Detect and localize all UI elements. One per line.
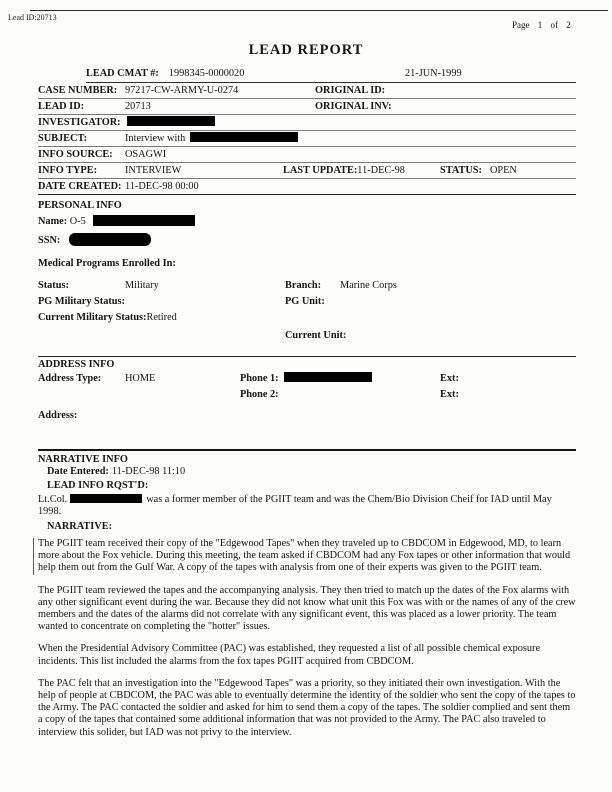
pg-unit-label: PG Unit:	[285, 296, 325, 307]
lead-id-stamp: Lead ID:20713	[8, 13, 57, 22]
address-row	[38, 409, 576, 423]
page-title: LEAD REPORT	[248, 42, 364, 58]
narrative-paragraph: When the Presidential Advisory Committee (PAC) was established, they requested a list of all possible chemical exposure incidents. This list included the alarms from the fox tapes PGIIT acquired from CBDCOM.	[38, 643, 541, 667]
address-label: Address:	[38, 410, 78, 421]
address-type-row	[38, 372, 576, 386]
investigator-label: INVESTIGATOR:	[38, 117, 121, 128]
cmat-header-row	[86, 64, 576, 83]
ssn-row	[38, 233, 576, 247]
current-unit-label: Current Unit:	[285, 330, 347, 341]
lead-intro-prefix: Lt.Col.	[38, 494, 68, 505]
pg-military-status-label: PG Military Status:	[38, 296, 125, 307]
date-entered-label: Date Entered:	[47, 466, 109, 477]
report-body	[38, 64, 576, 739]
info-type-label: INFO TYPE:	[38, 165, 98, 176]
lead-id-label: LEAD ID:	[38, 101, 85, 112]
investigator-redaction-bar	[127, 116, 215, 126]
form-row-subject	[38, 131, 576, 147]
top-scan-line	[30, 10, 608, 11]
address-type-value: HOME	[125, 373, 156, 384]
last-update-value: 11-DEC-98	[357, 165, 405, 176]
cmat-label: LEAD CMAT #:	[86, 68, 159, 79]
status-branch-row	[38, 279, 576, 292]
form-row-info-type	[38, 163, 576, 179]
address-info-section	[38, 359, 576, 423]
current-military-status-label: Current Military Status:	[38, 312, 147, 323]
personal-info-title: PERSONAL INFO	[38, 200, 122, 211]
phone1-label: Phone 1:	[240, 373, 279, 384]
form-row-info-source	[38, 147, 576, 163]
form-row-case-number	[38, 83, 576, 99]
narrative-paragraph: The PGIIT team received their copy of the "Edgewood Tapes" when they traveled up to CBDCOM in Edgewood, MD, to learn more about the Fox vehicle. During this meeting, the team asked if CBDCOM had any Fox tapes or other information that would help them out from the Gulf War. A copy of the tapes with analysis from one of their experts was given to the PGIIT team.	[33, 538, 576, 575]
address-info-title: ADDRESS INFO	[38, 359, 115, 370]
last-update-label: LAST UPDATE:	[283, 165, 358, 176]
narrative-label: NARRATIVE:	[47, 521, 113, 533]
subject-value: Interview with	[125, 133, 186, 144]
phone2-row	[38, 388, 576, 402]
pg-unit-field	[285, 295, 340, 308]
narrative-section-rule	[38, 449, 576, 451]
date-created-label: DATE CREATED:	[38, 181, 122, 192]
info-source-label: INFO SOURCE:	[38, 149, 113, 160]
address-section-rule	[38, 356, 576, 357]
last-update-field	[283, 163, 405, 179]
branch-field	[285, 279, 397, 292]
narrative-info-section	[38, 454, 576, 739]
date-entered-row	[38, 466, 576, 479]
ltcol-redaction-bar	[70, 494, 142, 503]
lead-id-value: 20713	[125, 101, 151, 112]
date-entered-value: 11-DEC-98 11:10	[111, 466, 186, 477]
narrative-paragraph: The PAC felt that an investigation into the "Edgewood Tapes" was a priority, so they initiated their own investigation. With the help of people at CBDCOM, the PAC was able to eventually determine the identity of the soldier who sent the copy of the tapes to the Army. The PAC contacted the soldier and asked for him to send them a copy of the tapes. The soldier complied and sent them a copy of the tapes that contained some additional information that was not provided to the Army. The PAC also traveled to interview this solider, but IAD was not privy to the interview.	[38, 677, 576, 738]
personal-info-section	[38, 200, 576, 342]
address-type-label: Address Type:	[38, 373, 102, 384]
medical-programs-label: Medical Programs Enrolled In:	[38, 258, 176, 269]
narrative-paragraph: The PGIIT team reviewed the tapes and the accompanying analysis. They then tried to match up the dates of the Fox alarms with any other significant event during the war. Because they did not know what unit this Fox was with or the names of any of the crew members and the dates of the alarms did not correlate with any significant event, this was placed as a lower priority. The team wanted to concentrate on completing the "hotter" issues.	[38, 584, 576, 633]
current-military-status-row	[38, 311, 576, 324]
branch-label: Branch:	[285, 280, 322, 291]
phone2-label: Phone 2:	[240, 389, 279, 400]
form-row-date-created	[38, 179, 576, 195]
lead-intro-paragraph	[38, 494, 576, 518]
name-row	[38, 215, 576, 228]
phone1-redaction-bar	[284, 372, 372, 382]
subject-label: SUBJECT:	[38, 133, 88, 144]
military-status-label: Status:	[38, 280, 69, 291]
name-label: Name:	[38, 216, 68, 227]
original-inv-label: ORIGINAL INV:	[315, 101, 392, 112]
case-number-value: 97217-CW-ARMY-U-0274	[125, 85, 239, 96]
name-value: O-5	[69, 216, 86, 227]
military-status-value: Military	[125, 280, 159, 291]
phone1-field	[240, 372, 372, 386]
lead-intro-text: was a former member of the PGIIT team and was the Chem/Bio Division Cheif for IAD until May 1998.	[38, 494, 552, 518]
ssn-label: SSN:	[38, 235, 61, 246]
ssn-redaction-bar	[69, 233, 151, 246]
branch-value: Marine Corps	[340, 280, 397, 291]
info-type-value: INTERVIEW	[125, 165, 182, 176]
medical-programs-row	[38, 257, 576, 270]
status-field	[440, 163, 517, 179]
narrative-info-title: NARRATIVE INFO	[38, 454, 128, 465]
lead-info-rqstd-label: LEAD INFO RQST'D:	[47, 479, 149, 491]
current-military-status-value: Retired	[146, 312, 177, 323]
form-row-investigator	[38, 115, 576, 131]
page-number: Page 1 of 2	[512, 20, 571, 30]
status-label: STATUS:	[440, 165, 482, 176]
ext2-label: Ext:	[440, 389, 459, 400]
ext1-label: Ext:	[440, 373, 459, 384]
cmat-value: 1998345-0000020	[168, 68, 245, 79]
pg-status-row	[38, 295, 576, 308]
status-value: OPEN	[489, 165, 517, 176]
current-unit-row	[38, 329, 576, 342]
case-number-label: CASE NUMBER:	[38, 85, 118, 96]
original-id-label: ORIGINAL ID:	[315, 85, 386, 96]
info-source-value: OSAGWI	[125, 149, 167, 160]
date-created-value: 11-DEC-98 00:00	[125, 181, 199, 192]
report-date: 21-JUN-1999	[405, 68, 462, 79]
form-row-lead-id	[38, 99, 576, 115]
name-redaction-bar	[93, 215, 195, 226]
subject-redaction-bar	[190, 132, 298, 142]
